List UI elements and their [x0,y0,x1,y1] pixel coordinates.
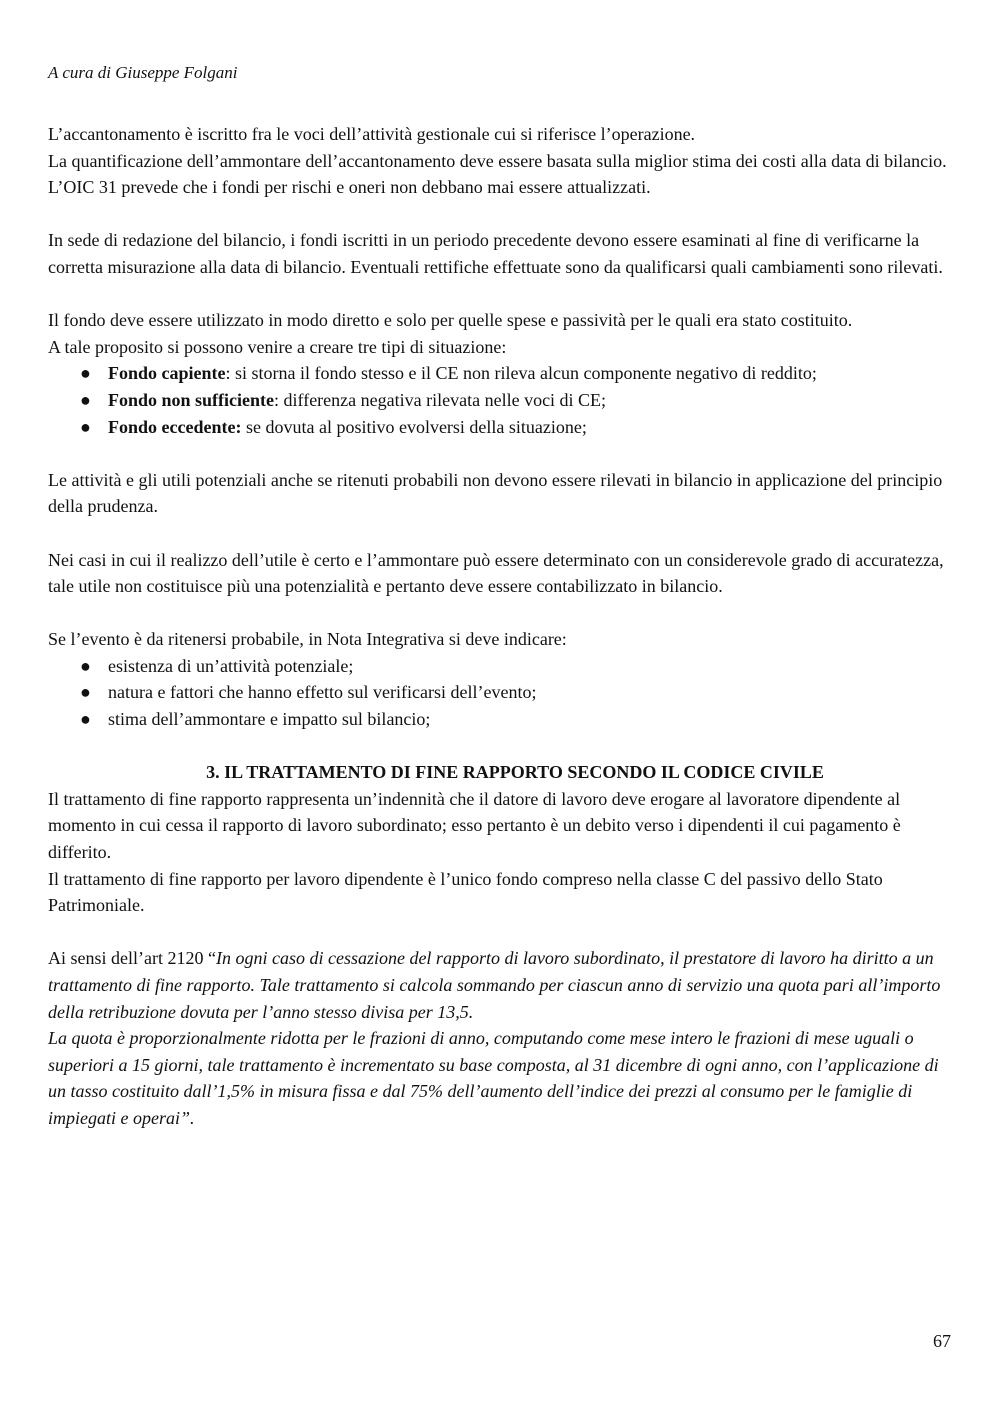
paragraph-quantificazione: La quantificazione dell’ammontare dell’accantonamento deve essere basata sulla miglior stima dei costi alla data di bilancio. L’OIC 31 prevede che i fondi per rischi e oneri non debbano mai essere attualizzati. [48,150,947,198]
list-item-text: esistenza di un’attività potenziale; [108,655,354,676]
bullet-icon: ● [80,709,91,730]
author-header: A cura di Giuseppe Folgani [48,63,238,82]
paragraph-nota-integrativa-intro: Se l’evento è da ritenersi probabile, in Nota Integrativa si deve indicare: [48,629,567,650]
bullet-icon: ● [80,682,91,703]
list-item-text: natura e fattori che hanno effetto sul verificarsi dell’evento; [108,682,537,703]
bullet-icon: ● [80,389,91,410]
list-item [48,653,952,680]
paragraph-utile-certo: Nei casi in cui il realizzo dell’utile è certo e l’ammontare può essere determinato con un considerevole grado di accuratezza, tale utile non costituisce più una potenzialità e pertanto deve essere contabilizzato in bilancio. [48,549,944,597]
list-item-text: stima dell’ammontare e impatto sul bilancio; [108,709,431,730]
list-item [48,387,952,414]
page-number: 67 [933,1331,951,1351]
paragraph-situazioni-intro: A tale proposito si possono venire a creare tre tipi di situazione: [48,336,507,357]
list-item-text: se dovuta al positivo evolversi della situazione; [241,416,587,437]
paragraph-redazione: In sede di redazione del bilancio, i fondi iscritti in un periodo precedente devono essere esaminati al fine di verificarne la corretta misurazione alla data di bilancio. Eventuali rettifiche effettuate sono da qualificarsi quali cambiamenti sono rilevati. [48,230,943,277]
situations-list [48,360,952,440]
list-item-text: : si storna il fondo stesso e il CE non rileva alcun componente negativo di reddito; [225,363,817,384]
citation-prefix: Ai sensi dell’art 2120 “ [48,948,216,969]
paragraph-quota-proporzionale: La quota è proporzionalmente ridotta per le frazioni di anno, computando come mese intero le frazioni di mese uguali o superiori a 15 giorni, tale trattamento è incrementato su base composta, al 31 dicembre di ogni anno, con l’applicazione di un tasso costituito dall’1,5% in misura fissa e dal 75% dell’aumento dell’indice dei prezzi al consumo per le famiglie di impiegati e operai”. [48,1028,939,1128]
paragraph-art-2120 [48,945,952,1025]
list-item [48,360,952,387]
bullet-icon: ● [80,655,91,676]
bullet-icon: ● [80,363,91,384]
list-item [48,706,952,733]
list-item-term: Fondo non sufficiente [108,389,275,410]
list-item [48,679,952,706]
citation-quote: In ogni caso di cessazione del rapporto di lavoro subordinato, il prestatore di lavoro ha diritto a un trattamento di fine rapporto. Tale trattamento si calcola sommando per ciascun anno di servizio una quota pari all’importo della retribuzione dovuta per l’anno stesso divisa per 13,5. [48,948,941,1022]
section-heading: 3. IL TRATTAMENTO DI FINE RAPPORTO SECONDO IL CODICE CIVILE [206,762,824,783]
list-item-term: Fondo capiente [108,363,226,384]
list-item-text: : differenza negativa rilevata nelle voci di CE; [274,389,607,410]
paragraph-utilizzo-fondo: Il fondo deve essere utilizzato in modo diretto e solo per quelle spese e passività per le quali era stato costituito. [48,310,853,331]
paragraph-tfr-classe-c: Il trattamento di fine rapporto per lavoro dipendente è l’unico fondo compreso nella classe C del passivo dello Stato Patrimoniale. [48,868,883,916]
list-item-term: Fondo eccedente: [108,416,242,437]
list-item [48,414,952,441]
paragraph-attivita-potenziali: Le attività e gli utili potenziali anche se ritenuti probabili non devono essere rilevati in bilancio in applicazione del principio della prudenza. [48,469,943,517]
paragraph-accantonamento: L’accantonamento è iscritto fra le voci dell’attività gestionale cui si riferisce l’operazione. [48,124,696,144]
paragraph-tfr-definizione: Il trattamento di fine rapporto rappresenta un’indennità che il datore di lavoro deve erogare al lavoratore dipendente al momento in cui cessa il rapporto di lavoro subordinato; esso pertanto è un debito verso i dipendenti il cui pagamento è differito. [48,788,901,863]
document-body [48,121,952,1132]
bullet-icon: ● [80,416,91,437]
nota-integrativa-list [48,653,952,733]
